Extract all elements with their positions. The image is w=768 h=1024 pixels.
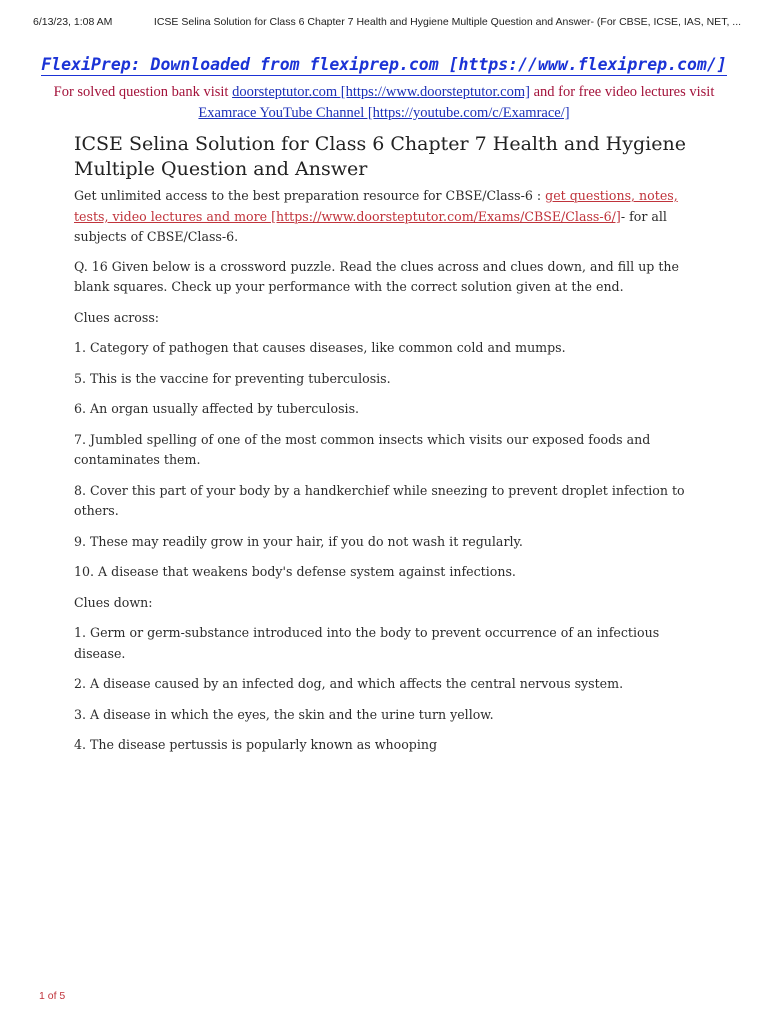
cbse-class-6-link[interactable]: get questions, notes, tests, video lectures and more [https://www.doorsteptutor.com/Exams/CBSE/Class-6/] — [74, 188, 678, 224]
clue-across-5: 5. This is the vaccine for preventing tuberculosis. — [74, 370, 391, 386]
clue-across-10: 10. A disease that weakens body's defense system against infections. — [74, 564, 516, 579]
print-doc-title: ICSE Selina Solution for Class 6 Chapter 7 Health and Hygiene Multiple Question and Answer- (For CBSE, ICSE, IAS, NET, ... — [153, 16, 742, 28]
main-content — [74, 132, 699, 766]
clue-down-1: 1. Germ or germ-substance introduced into the body to prevent occurrence of an infectious disease. — [74, 625, 660, 661]
promo-text-2: and for free video lectures visit — [529, 84, 715, 100]
print-header — [33, 16, 748, 28]
promo-line — [40, 82, 728, 124]
clue-down-2: 2. A disease caused by an infected dog, and which affects the central nervous system. — [74, 676, 624, 691]
intro-text-1: Get unlimited access to the best preparation resource for CBSE/Class-6 : — [74, 188, 546, 203]
clue-down-4: 4. The disease pertussis is popularly known as whooping — [74, 737, 438, 752]
clues-across-heading: Clues across: — [74, 309, 160, 325]
promo-text-1: For solved question bank visit — [53, 84, 233, 100]
clue-across-7: 7. Jumbled spelling of one of the most common insects which visits our exposed foods and contaminates them. — [74, 431, 651, 467]
page-title: ICSE Selina Solution for Class 6 Chapter 7 Health and Hygiene Multiple Question and Answer — [74, 133, 686, 180]
clues-down-heading: Clues down: — [74, 594, 153, 610]
clue-across-6: 6. An organ usually affected by tuberculosis. — [74, 401, 360, 416]
flexiprep-banner-text[interactable]: FlexiPrep: Downloaded from flexiprep.com [https://www.flexiprep.com/] — [41, 55, 727, 74]
clue-across-8: 8. Cover this part of your body by a handkerchief while sneezing to prevent droplet infection to others. — [74, 482, 685, 518]
flexiprep-banner — [0, 55, 768, 74]
examrace-youtube-link[interactable]: Examrace YouTube Channel [https://youtube.com/c/Examrace/] — [198, 105, 570, 121]
doorsteptutor-link[interactable]: doorsteptutor.com [https://www.doorsteptutor.com] — [232, 84, 530, 100]
intro-text-2: - for all subjects of CBSE/Class-6. — [74, 208, 667, 244]
question-intro: Q. 16 Given below is a crossword puzzle. Read the clues across and clues down, and fill up the blank squares. Check up your performance with the correct solution given at the end. — [74, 258, 679, 294]
intro-paragraph — [74, 186, 699, 248]
print-date: 6/13/23, 1:08 AM — [33, 16, 113, 28]
clue-across-1: 1. Category of pathogen that causes diseases, like common cold and mumps. — [74, 340, 566, 355]
clue-across-9: 9. These may readily grow in your hair, if you do not wash it regularly. — [74, 533, 523, 549]
clue-down-3: 3. A disease in which the eyes, the skin and the urine turn yellow. — [74, 706, 494, 722]
page-number: 1 of 5 — [39, 990, 66, 1002]
